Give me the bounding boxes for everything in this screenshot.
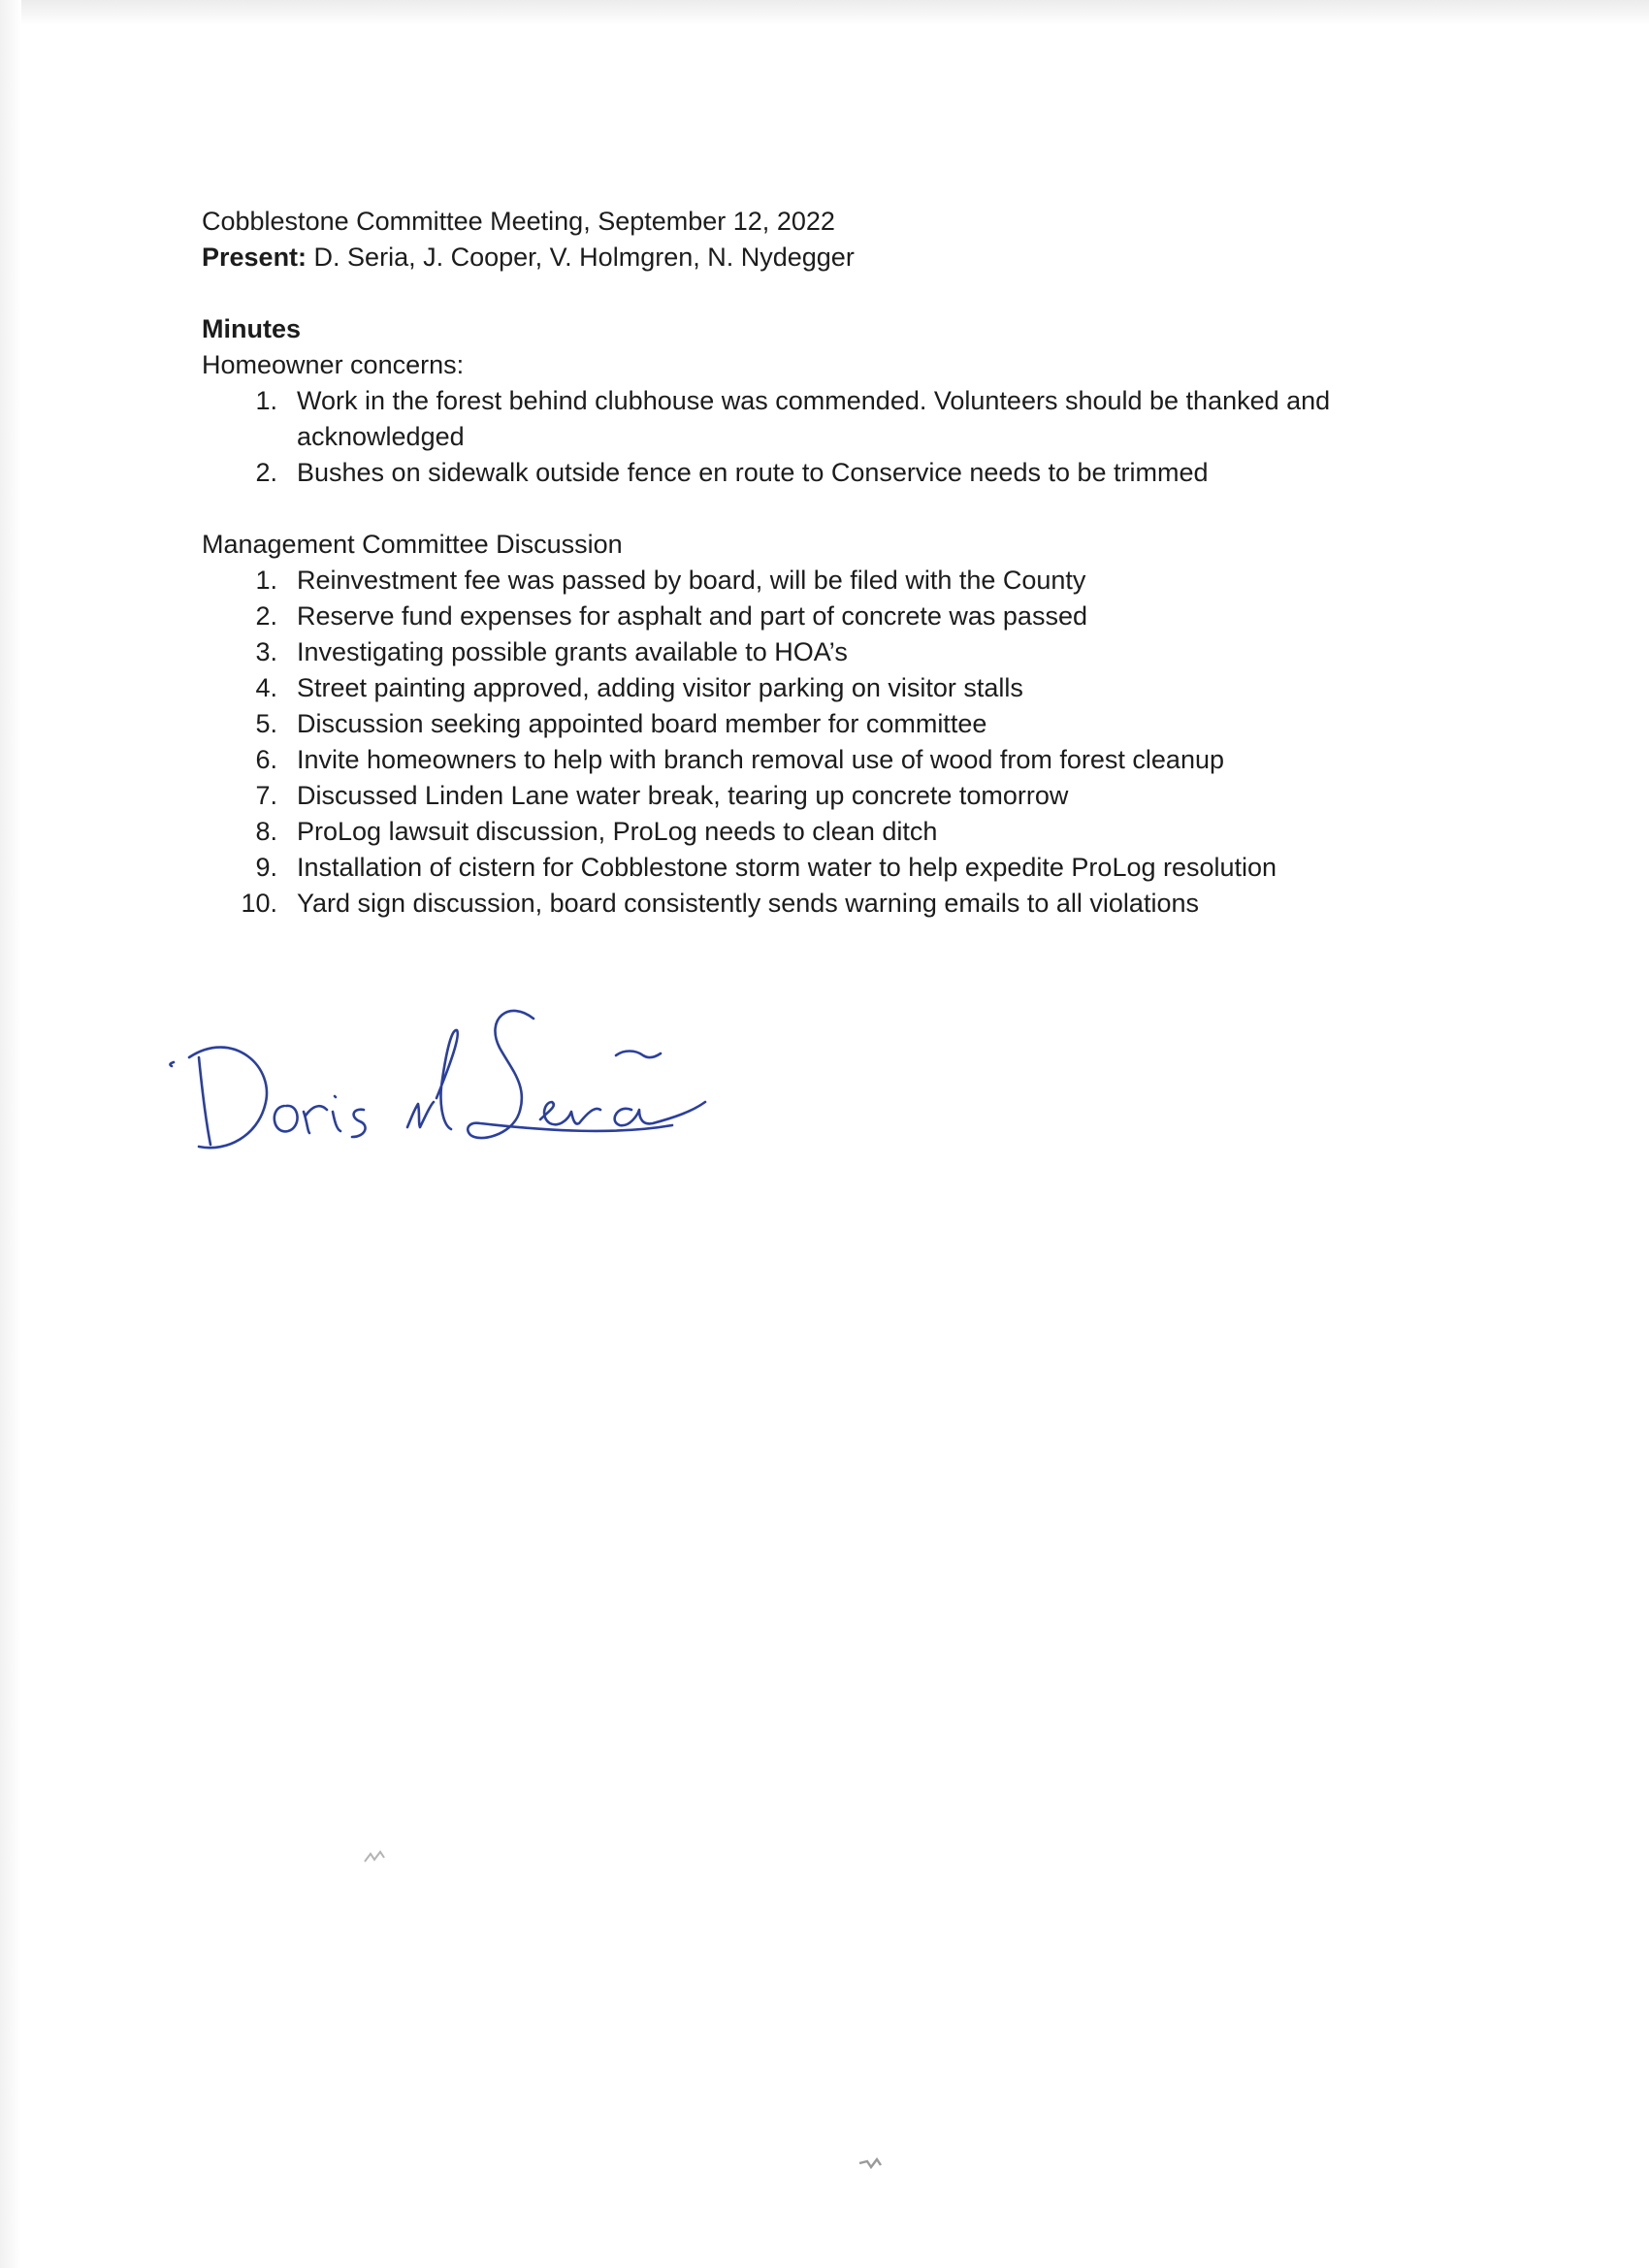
spacer [202,491,1463,527]
meeting-title: Cobblestone Committee Meeting, September 12, 2022 [202,207,835,236]
list-item [202,706,1463,742]
list-item [202,850,1463,886]
list-item-text: Reinvestment fee was passed by board, will be filed with the County [297,566,1086,595]
list-item-number: 1. [255,566,277,595]
attendees-line [202,240,1463,275]
scan-speck [856,2154,885,2173]
list-item [202,886,1463,922]
list-item-number: 2. [255,458,277,487]
list-item-number: 2. [255,601,277,631]
meeting-minutes-document [202,204,1463,922]
list-item-text: Invite homeowners to help with branch removal use of wood from forest cleanup [297,745,1224,774]
list-item-text: Street painting approved, adding visitor parking on visitor stalls [297,673,1023,702]
list-item-number: 5. [255,709,277,738]
list-item-text: Investigating possible grants available to HOA’s [297,637,848,666]
list-item-text: Yard sign discussion, board consistently sends warning emails to all violations [297,889,1199,918]
list-item [202,670,1463,706]
list-item [202,814,1463,850]
management-discussion-list [202,563,1463,922]
list-item [202,778,1463,814]
list-item [202,599,1463,634]
scan-edge-left [0,0,21,2268]
minutes-heading: Minutes [202,314,302,343]
present-label: Present: [202,243,307,272]
list-item-text: Discussion seeking appointed board member for committee [297,709,987,738]
spacer [202,275,1463,311]
management-discussion-heading: Management Committee Discussion [202,530,623,559]
list-item-number: 7. [255,781,277,810]
scan-speck [361,1848,390,1867]
list-item [202,742,1463,778]
list-item-number: 9. [255,853,277,882]
list-item-number: 1. [255,386,277,415]
present-names: D. Seria, J. Cooper, V. Holmgren, N. Nydegger [307,243,855,272]
homeowner-concerns-heading: Homeowner concerns: [202,350,465,379]
list-item-text: Reserve fund expenses for asphalt and part of concrete was passed [297,601,1087,631]
list-item-text: ProLog lawsuit discussion, ProLog needs to clean ditch [297,817,938,846]
homeowner-concerns-list [202,383,1463,491]
list-item-number: 3. [255,637,277,666]
list-item-text: Installation of cistern for Cobblestone storm water to help expedite ProLog resolution [297,853,1277,882]
list-item-number: 8. [255,817,277,846]
list-item-text: Work in the forest behind clubhouse was commended. Volunteers should be thanked and acknowledged [297,386,1331,451]
list-item [202,383,1463,455]
list-item-number: 10. [241,889,277,918]
list-item [202,634,1463,670]
list-item [202,563,1463,599]
list-item-number: 4. [255,673,277,702]
list-item-text: Bushes on sidewalk outside fence en route to Conservice needs to be trimmed [297,458,1209,487]
list-item [202,455,1463,491]
list-item-number: 6. [255,745,277,774]
scan-edge-top [0,0,1649,25]
handwritten-signature [160,989,723,1174]
list-item-text: Discussed Linden Lane water break, tearing up concrete tomorrow [297,781,1069,810]
